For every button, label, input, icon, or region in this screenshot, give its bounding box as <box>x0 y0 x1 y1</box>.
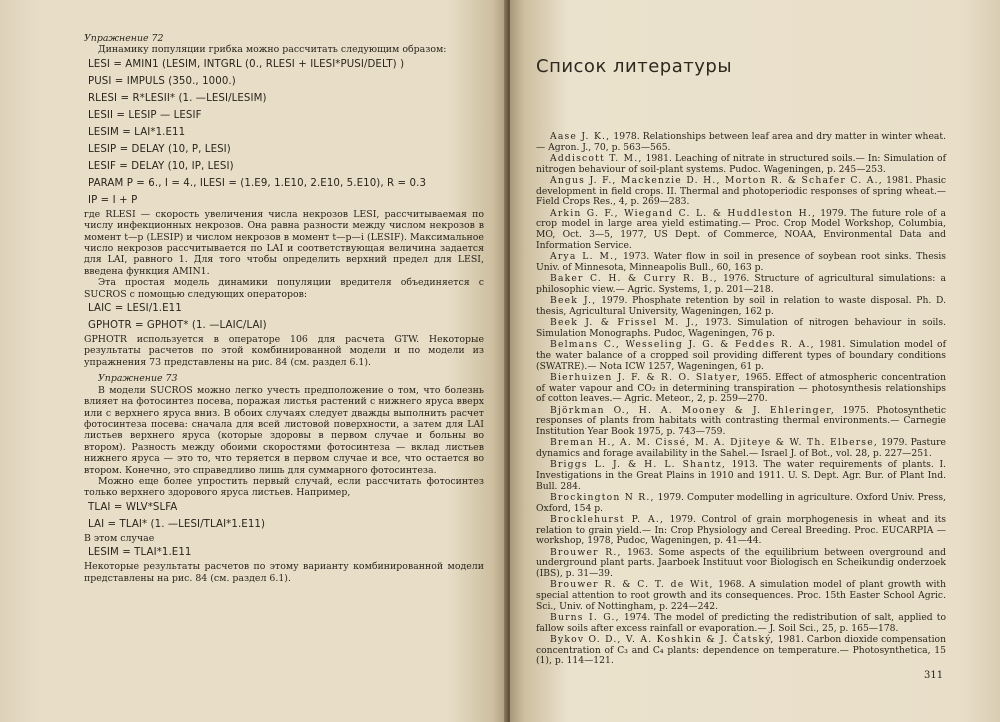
reference-text: 1976. Structure of agricultural simulations: a philosophic view.— Agric. Systems, 1, p. 201—218. <box>536 273 946 295</box>
code-line: LAIC = LESI/1.E11 <box>88 303 182 315</box>
code-line: GPHOTR = GPHOT* (1. —LAIC/LAI) <box>88 320 267 332</box>
code-block-1 <box>84 56 484 209</box>
code-line: LESIM = TLAI*1.E11 <box>88 547 192 559</box>
reference-authors: Beek J., <box>550 295 597 307</box>
code-line: TLAI = WLV*SLFA <box>88 501 178 513</box>
reference-text: 1975. Photosynthetic responses of plants from habitats with contrasting thermal environments.— Carnegie Institution Year Book 1975, p. 743—759. <box>536 404 946 437</box>
code-line: IP = I + P <box>88 194 138 206</box>
reference-authors: Briggs L. J. & H. L. Shantz, <box>550 459 727 471</box>
reference-text: 1981. Leaching of nitrate in structured soils.— In: Simulation of nitrogen behaviour of soil-plant systems. Pudoc. Wageningen, p. 245—253. <box>536 153 946 175</box>
reference-text: 1973. Simulation of nitrogen behaviour in soils. Simulation Monographs. Pudoc, Wageningen, 76 p. <box>536 317 946 339</box>
reference-authors: Breman H., A. M. Cissé, M. A. Djiteye & W. Th. Elberse, <box>550 437 878 449</box>
reference-entry <box>536 252 946 273</box>
reference-entry <box>536 176 946 208</box>
reference-text: 1979. Pasture dynamics and forage availability in the Sahel.— Israel J. of Bot., vol. 28, p. 227—251. <box>536 437 946 459</box>
reference-entry <box>536 548 946 580</box>
reference-entry <box>536 438 946 459</box>
reference-text: 1965. Effect of atmospheric concentration of water vapour and CO₂ in determining transpiration — photosynthesis relationships of cotton leaves.— Agric. Meteor., 2, p. 259—270. <box>536 371 946 405</box>
reference-text: 1981. Carbon dioxide compensation concentration of C₃ and C₄ plants: dependence on temperature.— Photosynthetica, 15 (1), p. 114—121. <box>536 634 946 667</box>
paragraph: Некоторые результаты расчетов по этому варианту комбинированной модели представлены на рис. 84 (см. раздел 6.1). <box>84 561 484 584</box>
reference-entry <box>536 515 946 547</box>
reference-entry <box>536 132 946 153</box>
code-line: LAI = TLAI* (1. —LESI/TLAI*1.E11) <box>88 518 266 530</box>
exercise-73-heading: Упражнение 73 <box>98 373 178 385</box>
reference-authors: Bykov O. D., V. A. Koshkin & J. Čatský, <box>550 634 775 646</box>
reference-text: 1978. Relationships between leaf area and dry matter in winter wheat.— Agron. J., 70, p. 563—565. <box>536 131 946 153</box>
reference-entry <box>536 460 946 492</box>
reference-text: 1981. Phasic development in field crops. II. Thermal and photoperiodic responses of spring wheat.— Field Crops Res., 4, p. 269—283. <box>536 175 946 208</box>
reference-authors: Angus J. F., Mackenzie D. H., Morton R. & Schafer C. A., <box>550 175 883 186</box>
reference-text: 1979. The future role of a crop model in large area yield estimating.— Proc. Crop Model Workshop, Columbia, MO, Oct. 3—5, 1977, US Dept. of Commerce, NOAA, Environmental Data and Information Service. <box>536 207 946 251</box>
page-title: Список литературы <box>536 56 733 77</box>
paragraph: В этом случае <box>84 532 155 544</box>
reference-text: 1973. Water flow in soil in presence of soybean root sinks. Thesis Univ. of Minnesota, Minneapolis Bull., 60, 163 p. <box>536 251 946 273</box>
code-line: LESI = AMIN1 (LESIM, INTGRL (0., RLESI + ILESI*PUSI/DELT) ) <box>88 58 405 70</box>
reference-authors: Brouwer R., <box>550 546 622 558</box>
reference-text: 1968. A simulation model of plant growth with special attention to root growth and its consequences. Proc. 15th Easter School Agric. Sci., Univ. of Nottingham, p. 224—242. <box>536 579 947 612</box>
code-block-4 <box>84 544 484 561</box>
reference-entry <box>536 296 946 317</box>
page-number: 311 <box>924 670 944 681</box>
reference-entry <box>536 373 946 405</box>
reference-authors: Bierhuizen J. F. & R. O. Slatyer, <box>550 371 741 383</box>
code-line: LESIP = DELAY (10, P, LESI) <box>88 143 231 155</box>
reference-authors: Burns I. G., <box>550 612 620 624</box>
paragraph: GPHOTR используется в операторе 106 для расчета GTW. Некоторые результаты расчетов по этой комбинированной модели и по модели из упражнения 73 представлены на рис. 84 (см. раздел 6.1). <box>84 334 484 368</box>
reference-authors: Beek J. & Frissel M. J., <box>550 317 699 329</box>
reference-text: 1979. Control of grain morphogenesis in wheat and its relation to grain yield.— In: Crop Physiology and Cereal Breeding. Proc. EUCARPIA — workshop, 1978, Pudoc, Wageningen, p. 41—44. <box>536 513 946 547</box>
reference-entry <box>536 209 946 252</box>
code-block-3 <box>84 499 484 533</box>
reference-entry <box>536 493 946 514</box>
reference-authors: Brocklehurst P. A., <box>550 513 665 525</box>
paragraph: где RLESI — скорость увеличения числа некрозов LESI, рассчитываемая по числу инфекционных некрозов. Она равна разности между числом некрозов в момент t—p (LESIP) и числом некрозов в момент t—p—i (LESIF). Максимальное число некрозов рассчитывается по LAI и соответствующая величина задается для LAI, равного 1. Для того чтобы определить верхний предел для LESI, введена функция AMIN1. <box>84 208 484 277</box>
reference-text: 1913. The water requirements of plants. I. Investigations in the Great Plains in 1910 and 1911. U. S. Dept. Agr. Bur. of Plant Ind. Bull. 284. <box>536 459 946 492</box>
reference-authors: Björkman O., H. A. Mooney & J. Ehleringer, <box>550 404 836 416</box>
reference-authors: Addiscott T. M., <box>550 153 643 164</box>
reference-entry <box>536 635 946 667</box>
reference-text: 1979. Computer modelling in agriculture. Oxford Univ. Press, Oxford, 154 p. <box>536 491 946 514</box>
reference-text: 1981. Simulation model of the water balance of a cropped soil providing different types of boundary conditions (SWATRE).— Nota ICW 1257, Wageningen, 61 p. <box>536 339 946 372</box>
reference-text: 1979. Phosphate retention by soil in relation to waste disposal. Ph. D. thesis, Agricultural University, Wageningen, 162 p. <box>536 295 946 317</box>
reference-entry <box>536 406 946 438</box>
paragraph: Эта простая модель динамики популяции вредителя объединяется с SUCROS с помощью следующих операторов: <box>84 277 484 300</box>
reference-entry <box>536 613 946 634</box>
code-line: LESIM = LAI*1.E11 <box>88 126 186 138</box>
code-line: PARAM P = 6., I = 4., ILESI = (1.E9, 1.E10, 2.E10, 5.E10), R = 0.3 <box>88 177 427 189</box>
code-block-2 <box>84 300 484 334</box>
reference-text: 1963. Some aspects of the equilibrium between overground and underground plant parts. Jaarboek Instituut voor Biologisch en Scheikundig onderzoek (IBS), p. 31—39. <box>536 546 946 580</box>
exercise-72-heading: Упражнение 72 <box>84 33 164 44</box>
reference-entry <box>536 318 946 339</box>
code-line: PUSI = IMPULS (350., 1000.) <box>88 75 236 87</box>
reference-entry <box>536 580 946 612</box>
reference-text: 1974. The model of predicting the redistribution of salt, applied to fallow soils after excess rainfall or evaporation.— J. Soil Sci., 25, p. 165—178. <box>536 612 946 634</box>
reference-authors: Brockington N R., <box>550 491 655 503</box>
reference-authors: Belmans C., Wesseling J. G. & Feddes R. A., <box>550 339 815 351</box>
code-line: LESII = LESIP — LESIF <box>88 109 202 121</box>
reference-authors: Arya L. M., <box>550 251 619 263</box>
reference-entry <box>536 340 946 372</box>
reference-authors: Brouwer R. & C. T. de Wit, <box>550 579 714 591</box>
reference-list <box>536 132 946 668</box>
code-line: RLESI = R*LESII* (1. —LESI/LESIM) <box>88 92 267 104</box>
reference-authors: Aase J. K., <box>550 131 611 142</box>
code-line: LESIF = DELAY (10, IP, LESI) <box>88 160 234 172</box>
left-page-text <box>84 33 484 584</box>
reference-entry <box>536 274 946 295</box>
reference-authors: Arkin G. F., Wiegand C. L. & Huddleston H., <box>550 207 817 219</box>
intro-paragraph: Динамику популяции грибка можно рассчитать следующим образом: <box>98 44 447 56</box>
paragraph: В модели SUCROS можно легко учесть предположение о том, что болезнь влияет на фотосинтез посева, поражая листья растений с нижнего яруса вверх или с верхнего яруса вниз. В обоих случаях следует дважды выполнить расчет фотосинтеза посева: сначала для всей листовой поверхности, а затем для LAI листьев верхнего яруса (которые здоровы в первом случае и больны во втором). Разность между обоими скоростями фотосинтеза — вклад листьев нижнего яруса — это то, что теряется в первом случае и все, что остается во втором. Конечно, это справедливо лишь для суммарного фотосинтеза. <box>84 384 484 476</box>
reference-authors: Baker C. H. & Curry R. B., <box>550 273 718 285</box>
reference-entry <box>536 154 946 175</box>
paragraph: Можно еще более упростить первый случай, если рассчитать фотосинтез только верхнего здорового яруса листьев. Например, <box>84 475 484 499</box>
